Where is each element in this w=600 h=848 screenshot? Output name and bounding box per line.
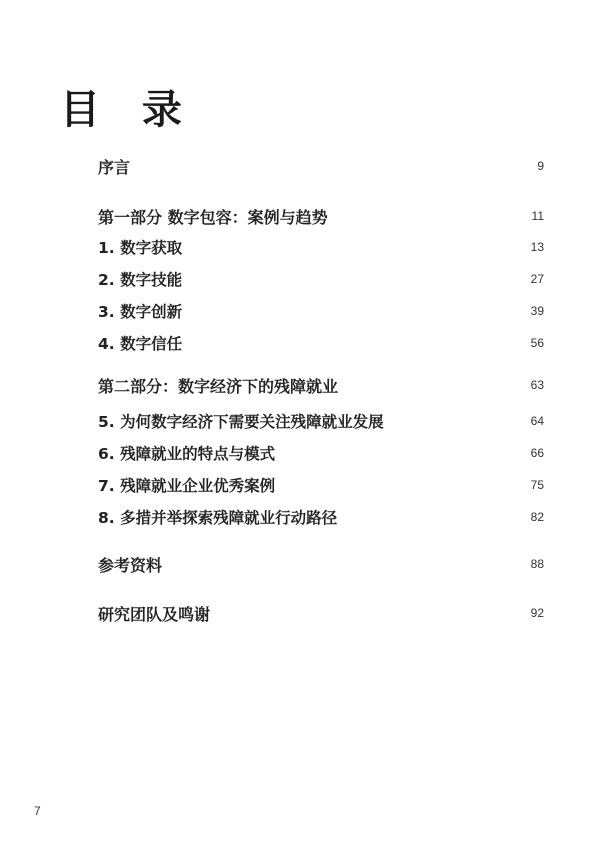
toc-entry-chapter-2[interactable]	[98, 267, 544, 291]
page-title: 目 录	[60, 87, 196, 133]
toc-entry-label: 参考资料	[98, 555, 163, 575]
toc-entry-page: 63	[530, 378, 544, 392]
toc-entry-label: 4. 数字信任	[98, 335, 183, 353]
toc-entry-preface[interactable]	[98, 154, 544, 178]
toc-entry-page: 82	[530, 510, 544, 524]
toc-entry-references[interactable]	[98, 552, 544, 576]
page-number: 7	[34, 804, 41, 818]
toc-entry-page: 39	[530, 304, 544, 318]
toc-entry-page: 11	[531, 209, 544, 223]
toc-entry-label: 序言	[98, 157, 131, 177]
toc-entry-page: 56	[530, 336, 544, 350]
toc-entry-chapter-8[interactable]	[98, 505, 544, 529]
toc-entry-label: 研究团队及鸣谢	[98, 604, 211, 624]
toc-entry-chapter-5[interactable]	[98, 409, 544, 433]
toc-entry-label: 8. 多措并举探索残障就业行动路径	[98, 509, 338, 527]
toc-entry-chapter-7[interactable]	[98, 473, 544, 497]
toc-entry-page: 64	[530, 414, 544, 428]
toc-entry-chapter-1[interactable]	[98, 235, 544, 259]
toc-entry-chapter-3[interactable]	[98, 299, 544, 323]
toc-entry-part-one[interactable]	[98, 204, 544, 228]
toc-entry-chapter-4[interactable]	[98, 331, 544, 355]
toc-entry-label: 6. 残障就业的特点与模式	[98, 445, 276, 463]
toc-entry-label: 5. 为何数字经济下需要关注残障就业发展	[98, 413, 384, 431]
toc-entry-label: 第二部分：数字经济下的残障就业	[98, 376, 339, 396]
toc-entry-acknowledgements[interactable]	[98, 601, 544, 625]
toc-entry-page: 92	[530, 606, 544, 620]
toc-entry-label: 1. 数字获取	[98, 239, 183, 257]
toc-entry-label: 7. 残障就业企业优秀案例	[98, 477, 276, 495]
toc-entry-chapter-6[interactable]	[98, 441, 544, 465]
toc-entry-page: 9	[537, 159, 544, 173]
toc-entry-part-two[interactable]	[98, 373, 544, 397]
toc-entry-label: 第一部分 数字包容：案例与趋势	[98, 207, 328, 227]
toc-entry-page: 13	[530, 240, 544, 254]
toc-entry-label: 2. 数字技能	[98, 271, 183, 289]
toc-entry-label: 3. 数字创新	[98, 303, 183, 321]
toc-entry-page: 27	[530, 272, 544, 286]
toc-entry-page: 75	[530, 478, 544, 492]
toc-entry-page: 88	[530, 557, 544, 571]
toc-entry-page: 66	[530, 446, 544, 460]
